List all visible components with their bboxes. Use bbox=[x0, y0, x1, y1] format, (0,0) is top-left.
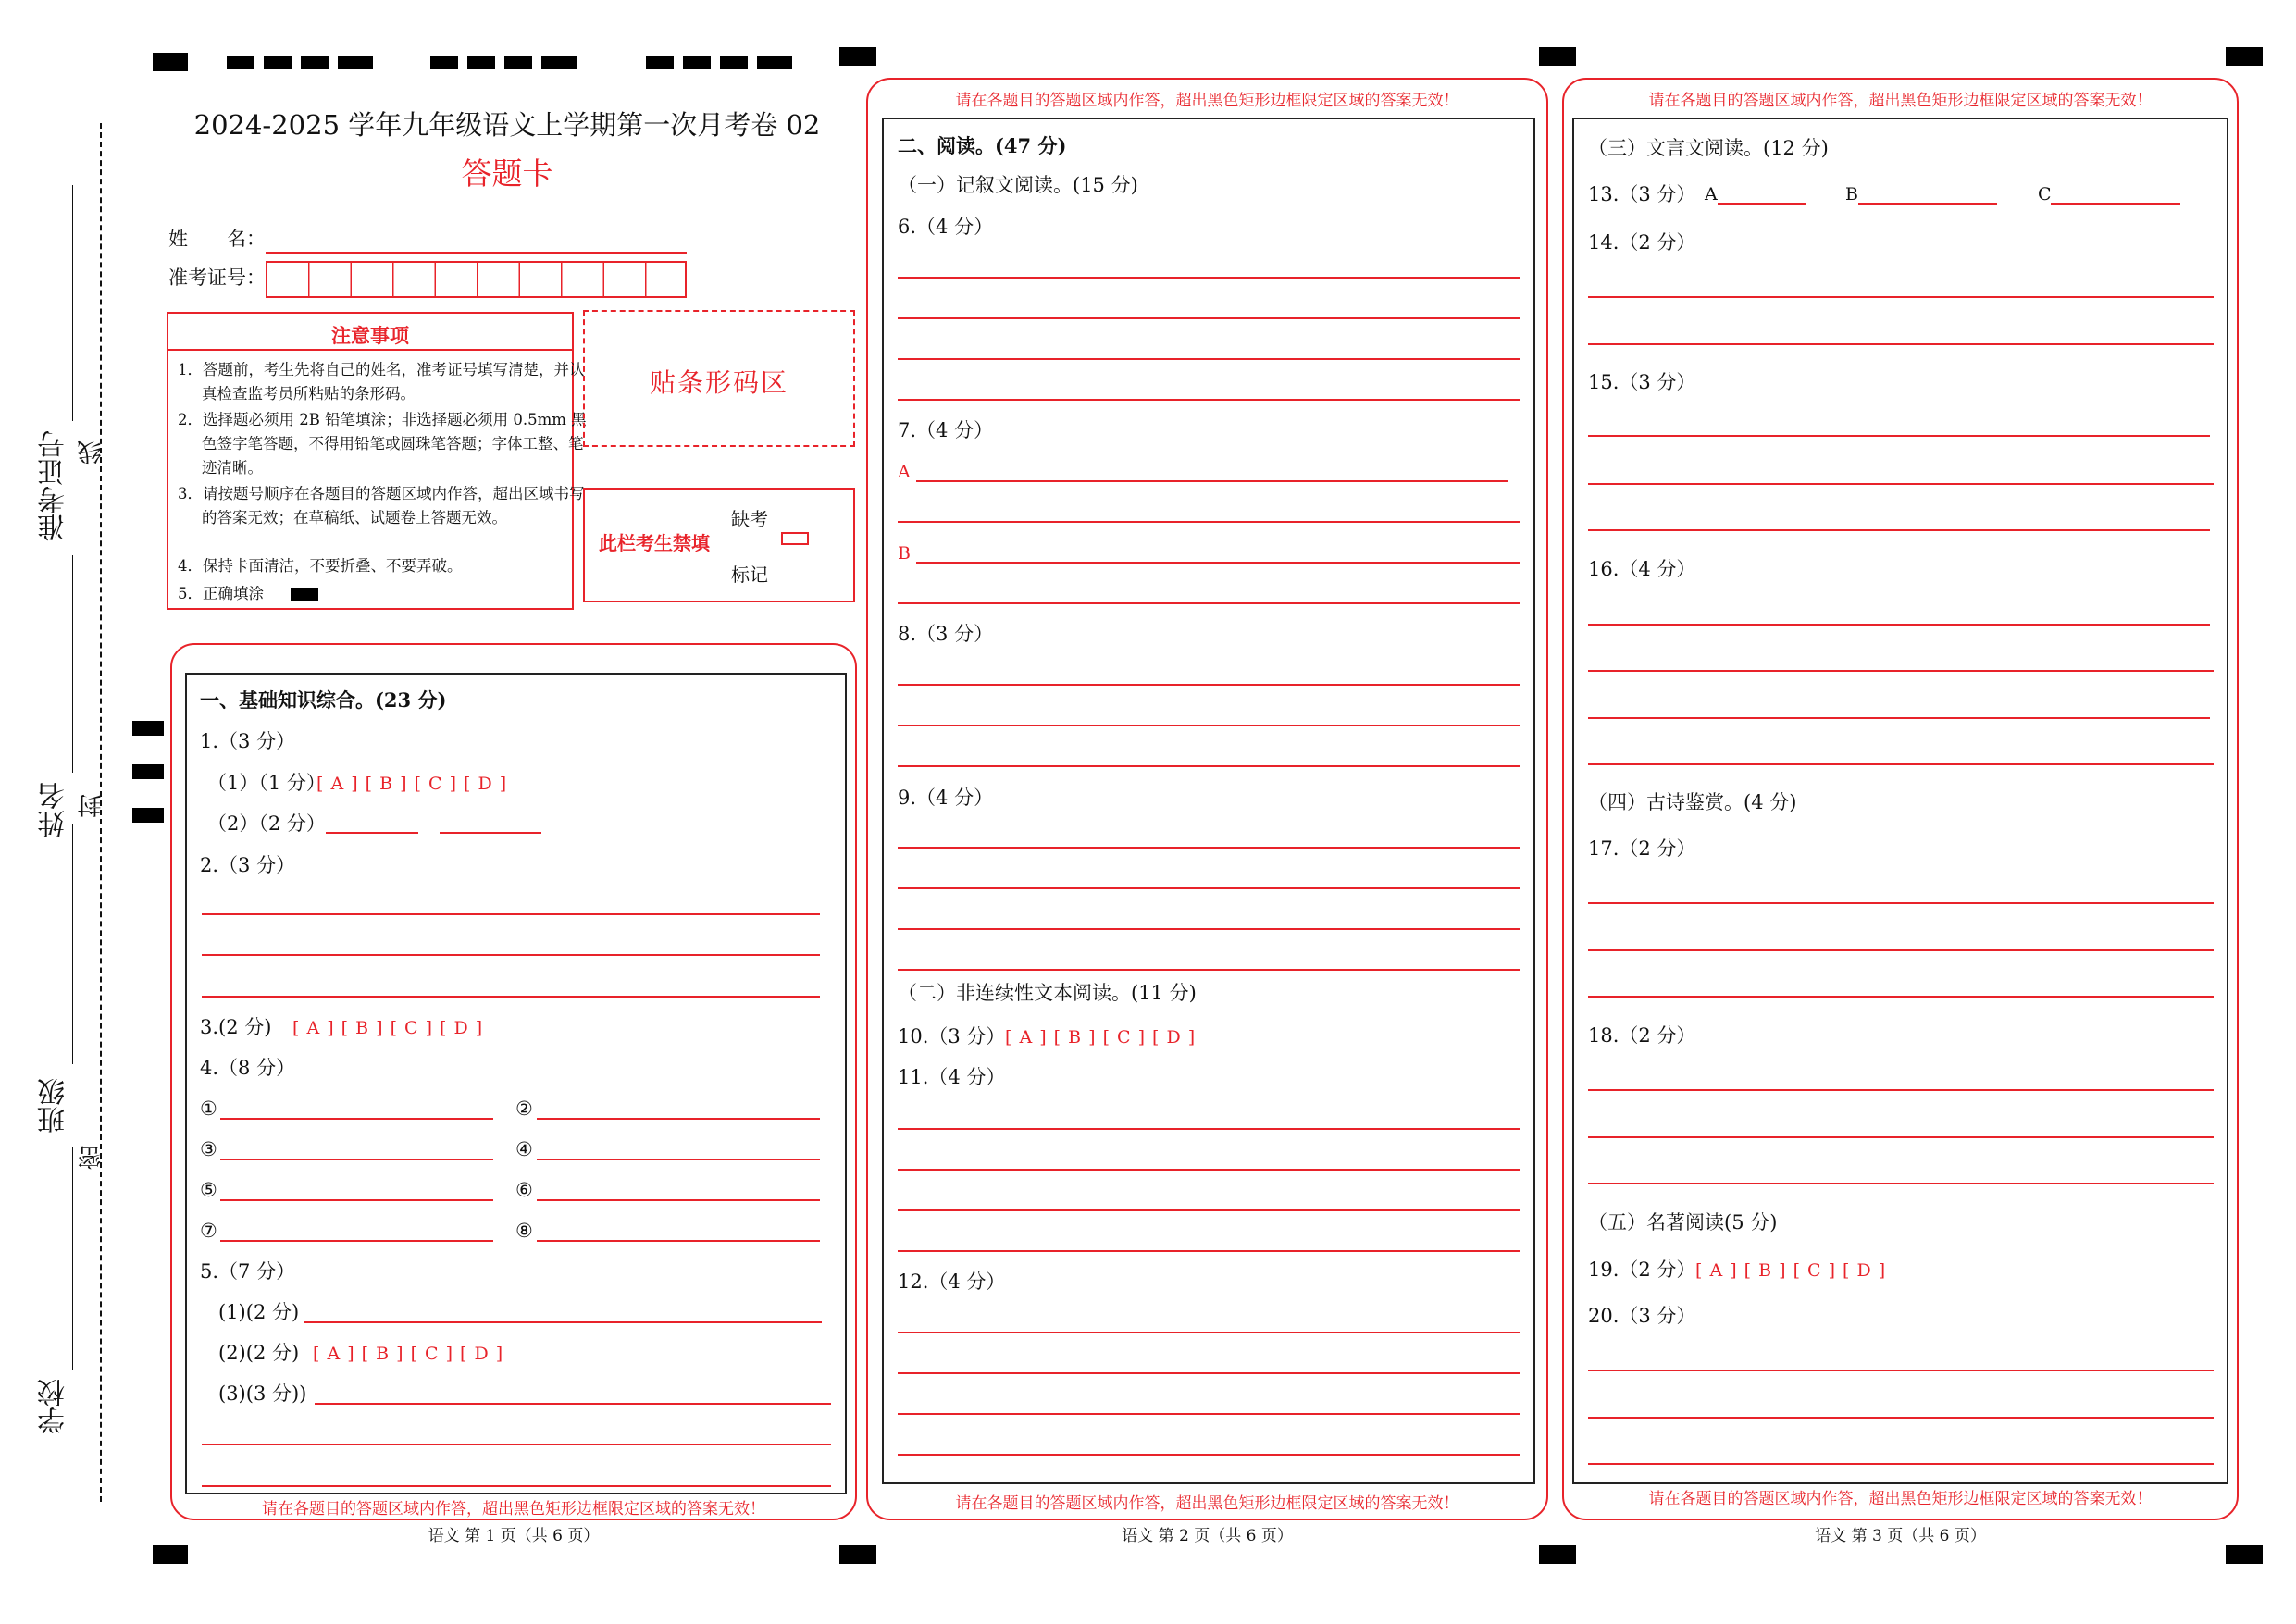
timing-mark bbox=[153, 53, 188, 71]
answer-blank[interactable] bbox=[1858, 203, 1997, 205]
answer-line[interactable] bbox=[1588, 1183, 2214, 1184]
timing-mark bbox=[1539, 47, 1576, 66]
timing-mark bbox=[132, 808, 164, 823]
question-label: 4.（8 分） bbox=[200, 1057, 296, 1079]
answer-line[interactable] bbox=[898, 725, 1520, 726]
notice-box bbox=[167, 312, 587, 610]
answer-line[interactable] bbox=[898, 1332, 1520, 1333]
answer-option-label: C bbox=[2038, 184, 2052, 205]
question-label: (2)(2 分) bbox=[218, 1342, 300, 1364]
side-underline bbox=[72, 185, 73, 421]
answer-line[interactable] bbox=[898, 1454, 1520, 1456]
answer-line[interactable] bbox=[1588, 435, 2210, 437]
blank-number: ⑥ bbox=[515, 1179, 533, 1201]
id-label: 准考证号： bbox=[168, 267, 266, 289]
question-label: （2）（2 分） bbox=[207, 812, 326, 835]
question-label: 11.（4 分） bbox=[898, 1066, 1006, 1088]
timing-mark bbox=[132, 721, 164, 736]
answer-line[interactable] bbox=[202, 913, 820, 915]
answer-line[interactable] bbox=[304, 1321, 822, 1323]
question-label: 15.（3 分） bbox=[1588, 371, 1696, 393]
answer-line[interactable] bbox=[898, 358, 1520, 360]
answer-blank[interactable] bbox=[1718, 203, 1806, 205]
answer-line[interactable] bbox=[898, 602, 1520, 604]
timing-mark bbox=[720, 56, 748, 69]
warning-text: 请在各题目的答题区域内作答，超出黑色矩形边框限定区域的答案无效！ bbox=[262, 1500, 765, 1519]
answer-line[interactable] bbox=[1588, 763, 2214, 765]
question-label: 1.（3 分） bbox=[200, 730, 296, 752]
answer-line[interactable] bbox=[1588, 1463, 2214, 1465]
notice-item: 4．保持卡面清洁，不要折叠、不要弄破。 bbox=[178, 557, 463, 575]
name-label: 姓 名： bbox=[168, 228, 266, 250]
page-footer: 语文 第 2 页（共 6 页） bbox=[1122, 1527, 1293, 1545]
answer-line[interactable] bbox=[898, 521, 1520, 523]
answer-line[interactable] bbox=[1588, 1417, 2214, 1419]
answer-line[interactable] bbox=[1588, 1370, 2214, 1371]
answer-line[interactable] bbox=[1588, 996, 2214, 998]
timing-mark bbox=[467, 56, 495, 69]
answer-blank[interactable] bbox=[2051, 203, 2180, 205]
timing-mark bbox=[2226, 1545, 2263, 1564]
answer-blank[interactable] bbox=[220, 1240, 493, 1242]
answer-line[interactable] bbox=[898, 847, 1520, 849]
sidebar-feng-label: 封 bbox=[78, 794, 105, 818]
answer-blank[interactable] bbox=[537, 1159, 820, 1160]
answer-line[interactable] bbox=[898, 1209, 1520, 1211]
timing-mark bbox=[338, 56, 373, 69]
question-label: 14.（2 分） bbox=[1588, 231, 1696, 254]
answer-blank[interactable] bbox=[220, 1159, 493, 1160]
choice-options-q19[interactable]: [ A ] [ B ] [ C ] [ D ] bbox=[1695, 1260, 1887, 1281]
answer-line[interactable] bbox=[898, 1250, 1520, 1252]
choice-options-q1-1[interactable]: [ A ] [ B ] [ C ] [ D ] bbox=[316, 774, 508, 794]
page-footer: 语文 第 3 页（共 6 页） bbox=[1815, 1527, 1986, 1545]
answer-line[interactable] bbox=[202, 1444, 831, 1445]
question-label: 16.（4 分） bbox=[1588, 558, 1696, 580]
sidebar-name-label: 姓名 bbox=[38, 782, 70, 837]
answer-line[interactable] bbox=[1588, 670, 2214, 672]
answer-blank[interactable] bbox=[537, 1199, 820, 1201]
timing-mark bbox=[132, 764, 164, 779]
choice-options-q3[interactable]: [ A ] [ B ] [ C ] [ D ] bbox=[292, 1018, 484, 1038]
notice-item: 3．请按题号顺序在各题目的答题区域内作答，超出区域书写的答案无效；在草稿纸、试题卷上答题无效。 bbox=[178, 485, 585, 527]
timing-mark bbox=[839, 1545, 876, 1564]
question-label: 12.（4 分） bbox=[898, 1271, 1006, 1293]
sub-section-title: （三）文言文阅读。(12 分) bbox=[1588, 137, 1829, 159]
answer-line[interactable] bbox=[1588, 1136, 2214, 1138]
timing-mark bbox=[504, 56, 532, 69]
warning-text: 请在各题目的答题区域内作答，超出黑色矩形边框限定区域的答案无效！ bbox=[1648, 92, 2153, 110]
timing-mark bbox=[646, 56, 674, 69]
page-title: 2024-2025 学年九年级语文上学期第一次月考卷 02 bbox=[193, 109, 821, 141]
answer-line[interactable] bbox=[898, 765, 1520, 767]
question-label: 18.（2 分） bbox=[1588, 1024, 1696, 1047]
answer-line[interactable] bbox=[898, 1413, 1520, 1415]
sidebar-mi-label: 密 bbox=[78, 1146, 105, 1170]
question-label: 8.（3 分） bbox=[898, 623, 994, 645]
question-label: (3)(3 分)) bbox=[218, 1382, 307, 1405]
answer-line[interactable] bbox=[1588, 949, 2214, 951]
timing-mark bbox=[264, 56, 292, 69]
answer-blank[interactable] bbox=[326, 832, 418, 834]
question-label: 7.（4 分） bbox=[898, 419, 994, 441]
answer-line[interactable] bbox=[898, 277, 1520, 279]
page-subtitle: 答题卡 bbox=[461, 155, 553, 192]
timing-mark bbox=[541, 56, 577, 69]
answer-line[interactable] bbox=[898, 969, 1520, 971]
timing-mark bbox=[301, 56, 329, 69]
answer-line[interactable] bbox=[1588, 624, 2210, 626]
answer-blank[interactable] bbox=[537, 1118, 820, 1120]
timing-mark bbox=[2226, 47, 2263, 66]
answer-blank[interactable] bbox=[220, 1118, 493, 1120]
answer-line[interactable] bbox=[202, 954, 820, 956]
fill-example-mark bbox=[291, 588, 318, 601]
answer-line[interactable] bbox=[1588, 529, 2210, 531]
blank-number: ⑧ bbox=[515, 1220, 533, 1242]
absent-label: 此栏考生禁填 bbox=[599, 532, 710, 554]
sub-section-title: （二）非连续性文本阅读。(11 分) bbox=[898, 982, 1197, 1004]
answer-line[interactable] bbox=[898, 684, 1520, 686]
timing-mark bbox=[153, 1545, 188, 1564]
sub-section-title: （四）古诗鉴赏。(4 分) bbox=[1588, 791, 1797, 813]
sub-section-title: （一）记叙文阅读。(15 分) bbox=[898, 174, 1138, 196]
notice-title: 注意事项 bbox=[331, 324, 409, 347]
notice-item: 2．选择题必须用 2B 铅笔填涂；非选择题必须用 0.5mm 黑色签字笔答题，不得用铅笔或圆珠笔答题；字体工整、笔迹清晰。 bbox=[178, 411, 587, 477]
answer-line[interactable] bbox=[898, 399, 1520, 401]
answer-line[interactable] bbox=[1588, 902, 2214, 904]
question-label: 3.(2 分) bbox=[200, 1016, 272, 1038]
barcode-label: 贴条形码区 bbox=[649, 367, 788, 398]
timing-mark bbox=[757, 56, 792, 69]
question-label: 9.（4 分） bbox=[898, 787, 994, 809]
sidebar-class-label: 班级 bbox=[38, 1078, 70, 1134]
answer-line[interactable] bbox=[898, 928, 1520, 930]
question-label: 19.（2 分） bbox=[1588, 1258, 1696, 1281]
question-label: 10.（3 分） bbox=[898, 1025, 1006, 1048]
sidebar-school-label: 学校 bbox=[38, 1379, 70, 1434]
blank-number: ① bbox=[200, 1097, 217, 1120]
blank-number: ③ bbox=[200, 1138, 217, 1160]
answer-line[interactable] bbox=[898, 317, 1520, 319]
answer-option-label: A bbox=[1705, 184, 1718, 205]
answer-option-label: A bbox=[898, 462, 911, 482]
answer-line[interactable] bbox=[1588, 296, 2214, 298]
answer-line[interactable] bbox=[1588, 1089, 2214, 1091]
answer-line[interactable] bbox=[898, 1372, 1520, 1374]
question-label: 13.（3 分） bbox=[1588, 183, 1696, 205]
choice-options-q5-2[interactable]: [ A ] [ B ] [ C ] [ D ] bbox=[313, 1344, 504, 1364]
id-number-boxes[interactable] bbox=[266, 261, 687, 298]
answer-option-label: B bbox=[1845, 184, 1858, 205]
timing-mark bbox=[839, 47, 876, 66]
answer-line[interactable] bbox=[315, 1403, 831, 1405]
page-footer: 语文 第 1 页（共 6 页） bbox=[428, 1527, 600, 1545]
answer-line[interactable] bbox=[916, 562, 1520, 564]
question-label: （1）（1 分） bbox=[207, 772, 326, 794]
absent-mark-label: 缺考 bbox=[731, 508, 768, 530]
side-underline bbox=[72, 1147, 73, 1370]
answer-blank[interactable] bbox=[440, 832, 541, 834]
side-underline bbox=[72, 824, 73, 1064]
warning-text: 请在各题目的答题区域内作答，超出黑色矩形边框限定区域的答案无效！ bbox=[1648, 1490, 2153, 1508]
notice-item: 1．答题前，考生先将自己的姓名，准考证号填写清楚，并认真检查监考员所粘贴的条形码。 bbox=[178, 361, 585, 403]
question-label: 20.（3 分） bbox=[1588, 1305, 1696, 1327]
answer-line[interactable] bbox=[898, 887, 1520, 889]
question-label: 6.（4 分） bbox=[898, 216, 994, 238]
blank-number: ④ bbox=[515, 1138, 533, 1160]
sidebar-xian-label: 线 bbox=[78, 440, 105, 465]
warning-text: 请在各题目的答题区域内作答，超出黑色矩形边框限定区域的答案无效！ bbox=[955, 1494, 1459, 1513]
answer-line[interactable] bbox=[202, 996, 820, 998]
question-label: (1)(2 分) bbox=[218, 1301, 300, 1323]
absent-box bbox=[583, 488, 855, 602]
side-underline bbox=[72, 555, 73, 773]
answer-line[interactable] bbox=[202, 1485, 831, 1487]
answer-line[interactable] bbox=[916, 480, 1508, 482]
absent-checkbox[interactable] bbox=[781, 532, 809, 545]
timing-mark bbox=[1539, 1545, 1576, 1564]
section-title: 一、基础知识综合。(23 分) bbox=[200, 688, 447, 712]
notice-divider bbox=[168, 349, 572, 351]
answer-line[interactable] bbox=[898, 1128, 1520, 1130]
absent-mark-label: 标记 bbox=[731, 564, 768, 586]
sidebar-id-label: 准考证号 bbox=[38, 430, 70, 541]
timing-mark bbox=[430, 56, 458, 69]
section-title: 二、阅读。(47 分) bbox=[898, 134, 1067, 157]
choice-options-q10[interactable]: [ A ] [ B ] [ C ] [ D ] bbox=[1005, 1027, 1197, 1048]
warning-text: 请在各题目的答题区域内作答，超出黑色矩形边框限定区域的答案无效！ bbox=[955, 92, 1459, 110]
sub-section-title: （五）名著阅读(5 分) bbox=[1588, 1211, 1778, 1233]
answer-line[interactable] bbox=[1588, 343, 2214, 345]
question-label: 17.（2 分） bbox=[1588, 837, 1696, 860]
answer-blank[interactable] bbox=[220, 1199, 493, 1201]
timing-mark bbox=[683, 56, 711, 69]
answer-area-1 bbox=[185, 673, 847, 1494]
name-field[interactable] bbox=[266, 252, 687, 254]
question-label: 5.（7 分） bbox=[200, 1260, 296, 1283]
answer-line[interactable] bbox=[898, 1169, 1520, 1171]
answer-option-label: B bbox=[898, 543, 911, 564]
question-label: 2.（3 分） bbox=[200, 854, 296, 876]
blank-number: ② bbox=[515, 1097, 533, 1120]
answer-blank[interactable] bbox=[537, 1240, 820, 1242]
blank-number: ⑦ bbox=[200, 1220, 217, 1242]
barcode-area bbox=[583, 310, 855, 447]
answer-line[interactable] bbox=[1588, 483, 2214, 485]
notice-item: 5．正确填涂 bbox=[178, 585, 264, 602]
answer-line[interactable] bbox=[1588, 717, 2210, 719]
timing-mark bbox=[227, 56, 254, 69]
blank-number: ⑤ bbox=[200, 1179, 217, 1201]
